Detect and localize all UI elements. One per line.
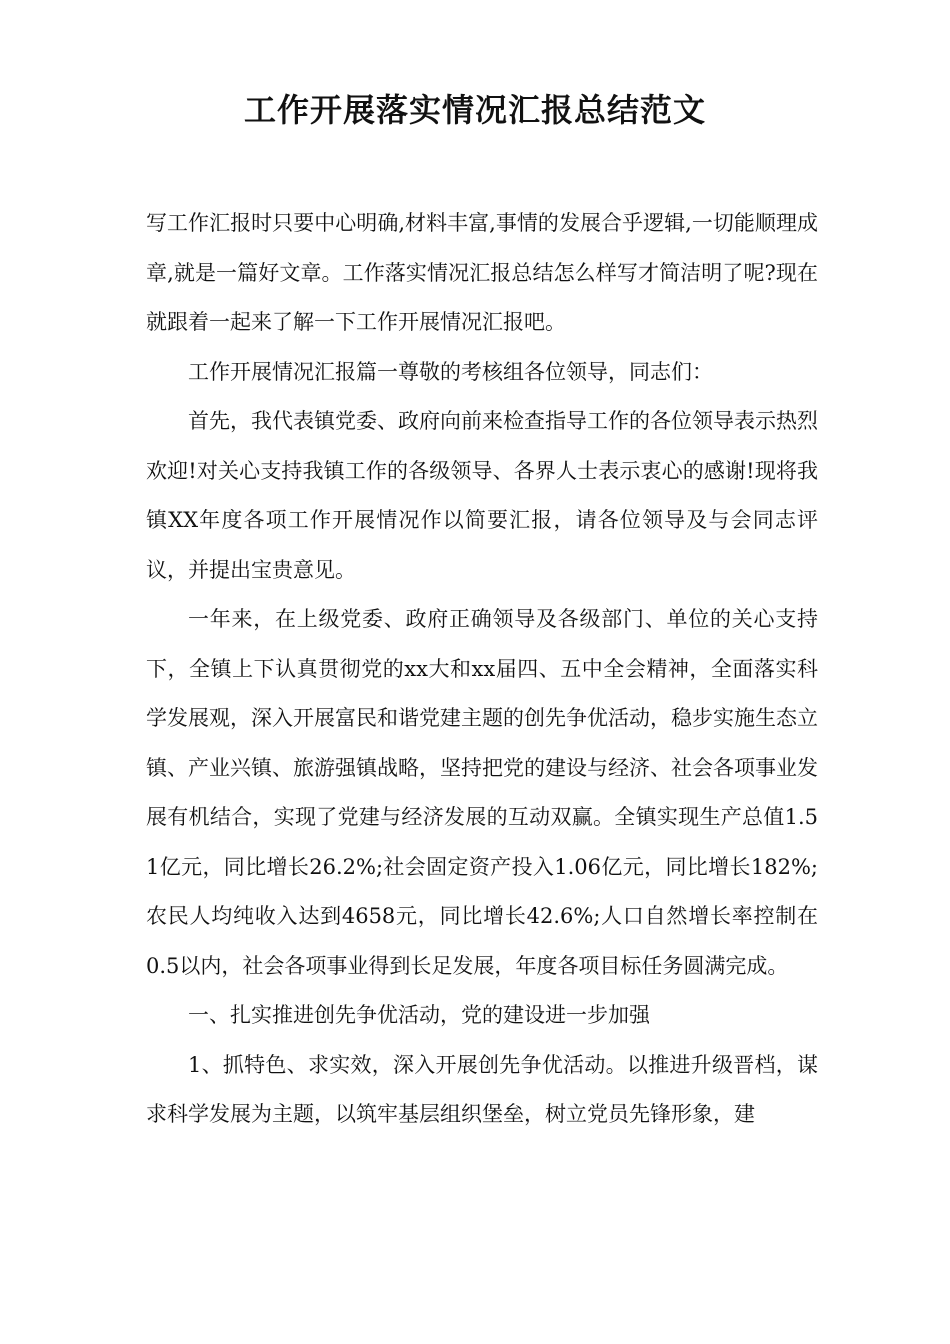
paragraph-intro: 写工作汇报时只要中心明确,材料丰富,事情的发展合乎逻辑,一切能顺理成章,就是一篇好文章。工作落实情况汇报总结怎么样写才简洁明了呢?现在就跟着一起来了解一下工作开展情况汇报吧。: [146, 211, 818, 334]
section-heading-1: 一、扎实推进创先争优活动，党的建设进一步加强: [188, 1003, 650, 1027]
document-title: 工作开展落实情况汇报总结范文: [243, 91, 706, 129]
paragraph-salutation: 工作开展情况汇报篇一尊敬的考核组各位领导，同志们：: [188, 359, 713, 384]
paragraph-summary: 一年来，在上级党委、政府正确领导及各级部门、单位的关心支持下，全镇上下认真贯彻党的xx大和xx届四、五中全会精神，全面落实科学发展观，深入开展富民和谐党建主题的创先争优活动，稳步实施生态立镇、产业兴镇、旅游强镇战略，坚持把党的建设与经济、社会各项事业发展有机结合，实现了党建与经济发展的互动双赢。全镇实现生产总值1.51亿元，同比增长26.2%;社会固定资产投入1.06亿元，同比增长182%;农民人均纯收入达到4658元，同比增长42.6%;人口自然增长率控制在0.5以内，社会各项事业得到长足发展，年度各项目标任务圆满完成。: [146, 607, 818, 978]
paragraph-item-1: 1、抓特色、求实效，深入开展创先争优活动。以推进升级晋档，谋求科学发展为主题，以筑牢基层组织堡垒，树立党员先锋形象，建: [146, 1052, 818, 1126]
paragraph-welcome: 首先，我代表镇党委、政府向前来检查指导工作的各位领导表示热烈欢迎!对关心支持我镇工作的各级领导、各界人士表示衷心的感谢!现将我镇XX年度各项工作开展情况作以简要汇报，请各位领导及与会同志评议，并提出宝贵意见。: [146, 409, 818, 582]
document-body: [146, 199, 818, 1140]
